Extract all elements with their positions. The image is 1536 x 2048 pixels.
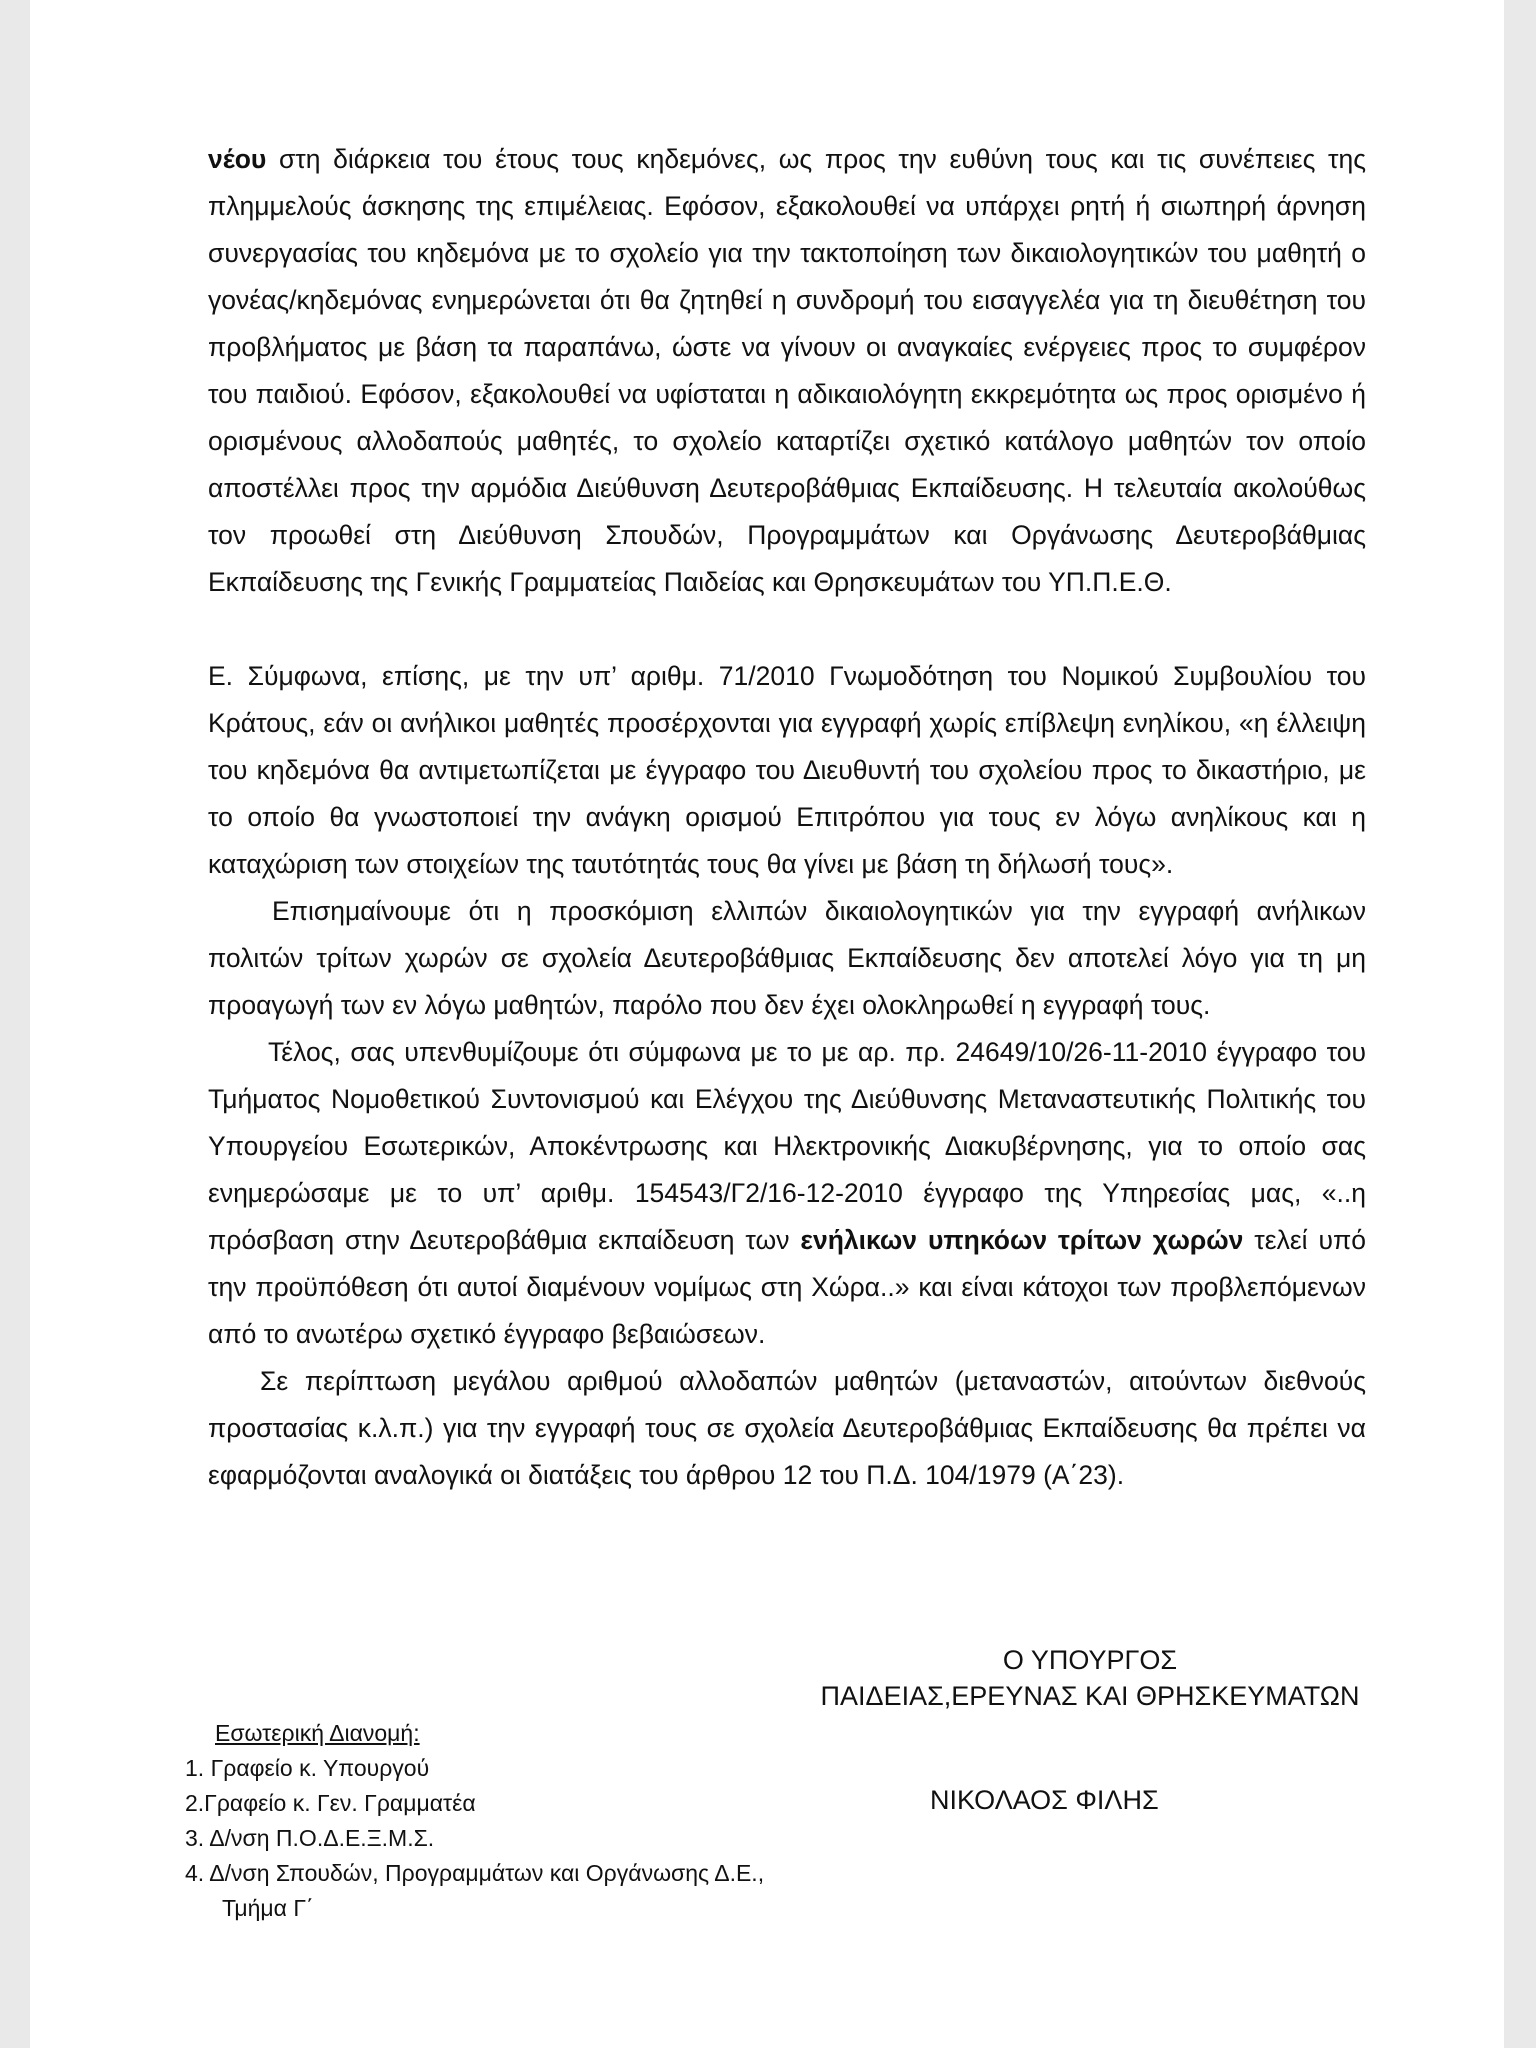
- document-body: [208, 136, 1366, 1499]
- paragraph-reminder: [208, 1029, 1366, 1358]
- paragraph-1: [208, 136, 1366, 606]
- paragraph-reminder-text-after: τελεί υπό την προϋπόθεση ότι αυτοί διαμένουν νομίμως στη Χώρα..» και είναι κάτοχοι των προβλεπόμενων από το ανωτέρω σχετικό έγγραφο βεβαιώσεων.: [208, 1225, 1366, 1349]
- paragraph-notice: Επισημαίνουμε ότι η προσκόμιση ελλιπών δικαιολογητικών για την εγγραφή ανήλικων πολιτών τρίτων χωρών σε σχολεία Δευτεροβάθμιας Εκπαίδευσης δεν αποτελεί λόγο για τη μη προαγωγή των εν λόγω μαθητών, παρόλο που δεν έχει ολοκληρωθεί η εγγραφή τους.: [208, 896, 1366, 1020]
- distribution-item: 2.Γραφείο κ. Γεν. Γραμματέα: [185, 1790, 476, 1816]
- signature-title-line-2: ΠΑΙΔΕΙΑΣ,ΕΡΕΥΝΑΣ ΚΑΙ ΘΡΗΣΚΕΥΜΑΤΩΝ: [820, 1681, 1360, 1711]
- signature-title-line-1: Ο ΥΠΟΥΡΓΟΣ: [1002, 1645, 1178, 1675]
- distribution-item-continuation: Τμήμα Γ΄: [222, 1895, 314, 1921]
- distribution-item: 4. Δ/νση Σπουδών, Προγραμμάτων και Οργάνωσης Δ.Ε.,: [185, 1860, 765, 1886]
- signature-block: [770, 1642, 1410, 1714]
- document-page: [30, 0, 1504, 2048]
- distribution-item: 3. Δ/νση Π.Ο.Δ.Ε.Ξ.Μ.Σ.: [185, 1825, 435, 1851]
- distribution-title: Εσωτερική Διανομή:: [215, 1720, 420, 1746]
- paragraph-1-text: στη διάρκεια του έτους τους κηδεμόνες, ως προς την ευθύνη τους και τις συνέπειες της πλημμελούς άσκησης της επιμέλειας. Εφόσον, εξακολουθεί να υπάρχει ρητή ή σιωπηρή άρνηση συνεργασίας του κηδεμόνα με το σχολείο για την τακτοποίηση των δικαιολογητικών του μαθητή ο γονέας/κηδεμόνας ενημερώνεται ότι θα ζητηθεί η συνδρομή του εισαγγελέα για τη διευθέτηση του προβλήματος με βάση τα παραπάνω, ώστε να γίνουν οι αναγκαίες ενέργειες προς το συμφέρον του παιδιού. Εφόσον, εξακολουθεί να υφίσταται η αδικαιολόγητη εκκρεμότητα ως προς ορισμένο ή ορισμένους αλλοδαπούς μαθητές, το σχολείο καταρτίζει σχετικό κατάλογο μαθητών τον οποίο αποστέλλει προς την αρμόδια Διεύθυνση Δευτεροβάθμιας Εκπαίδευσης. Η τελευταία ακολούθως τον προωθεί στη Διεύθυνση Σπουδών, Προγραμμάτων και Οργάνωσης Δευτεροβάθμιας Εκπαίδευσης της Γενικής Γραμματείας Παιδείας και Θρησκευμάτων του ΥΠ.Π.Ε.Θ.: [208, 144, 1366, 597]
- paragraph-reminder-text-before: Τέλος, σας υπενθυμίζουμε ότι σύμφωνα με το με αρ. πρ. 24649/10/26-11-2010 έγγραφο του Τμήματος Νομοθετικού Συντονισμού και Ελέγχου της Διεύθυνσης Μεταναστευτικής Πολιτικής του Υπουργείου Εσωτερικών, Αποκέντρωσης και Ηλεκτρονικής Διακυβέρνησης, για το οποίο σας ενημερώσαμε με το υπ’ αριθμ. 154543/Γ2/16-12-2010 έγγραφο της Υπηρεσίας μας, «..η πρόσβαση στην Δευτεροβάθμια εκπαίδευση των: [208, 1037, 1366, 1255]
- paragraph-large-number: Σε περίπτωση μεγάλου αριθμού αλλοδαπών μαθητών (μεταναστών, αιτούντων διεθνούς προστασίας κ.λ.π.) για την εγγραφή τους σε σχολεία Δευτεροβάθμιας Εκπαίδευσης θα πρέπει να εφαρμόζονται αναλογικά οι διατάξεις του άρθρου 12 του Π.Δ. 104/1979 (Α΄23).: [208, 1366, 1366, 1490]
- paragraph-reminder-bold: ενήλικων υπηκόων τρίτων χωρών: [800, 1225, 1244, 1255]
- bold-lead-word: νέου: [208, 144, 267, 174]
- paragraph-e: Ε. Σύμφωνα, επίσης, με την υπ’ αριθμ. 71/2010 Γνωμοδότηση του Νομικού Συμβουλίου του Κράτους, εάν οι ανήλικοι μαθητές προσέρχονται για εγγραφή χωρίς επίβλεψη ενηλίκου, «η έλλειψη του κηδεμόνα θα αντιμετωπίζεται με έγγραφο του Διευθυντή του σχολείου προς το δικαστήριο, με το οποίο θα γνωστοποιεί την ανάγκη ορισμού Επιτρόπου για τους εν λόγω ανηλίκους και η καταχώριση των στοιχείων της ταυτότητάς τους θα γίνει με βάση τη δήλωσή τους».: [208, 661, 1366, 879]
- internal-distribution: [185, 1716, 764, 1926]
- distribution-item: 1. Γραφείο κ. Υπουργού: [185, 1755, 430, 1781]
- signature-name: ΝΙΚΟΛΑΟΣ ΦΙΛΗΣ: [930, 1785, 1159, 1815]
